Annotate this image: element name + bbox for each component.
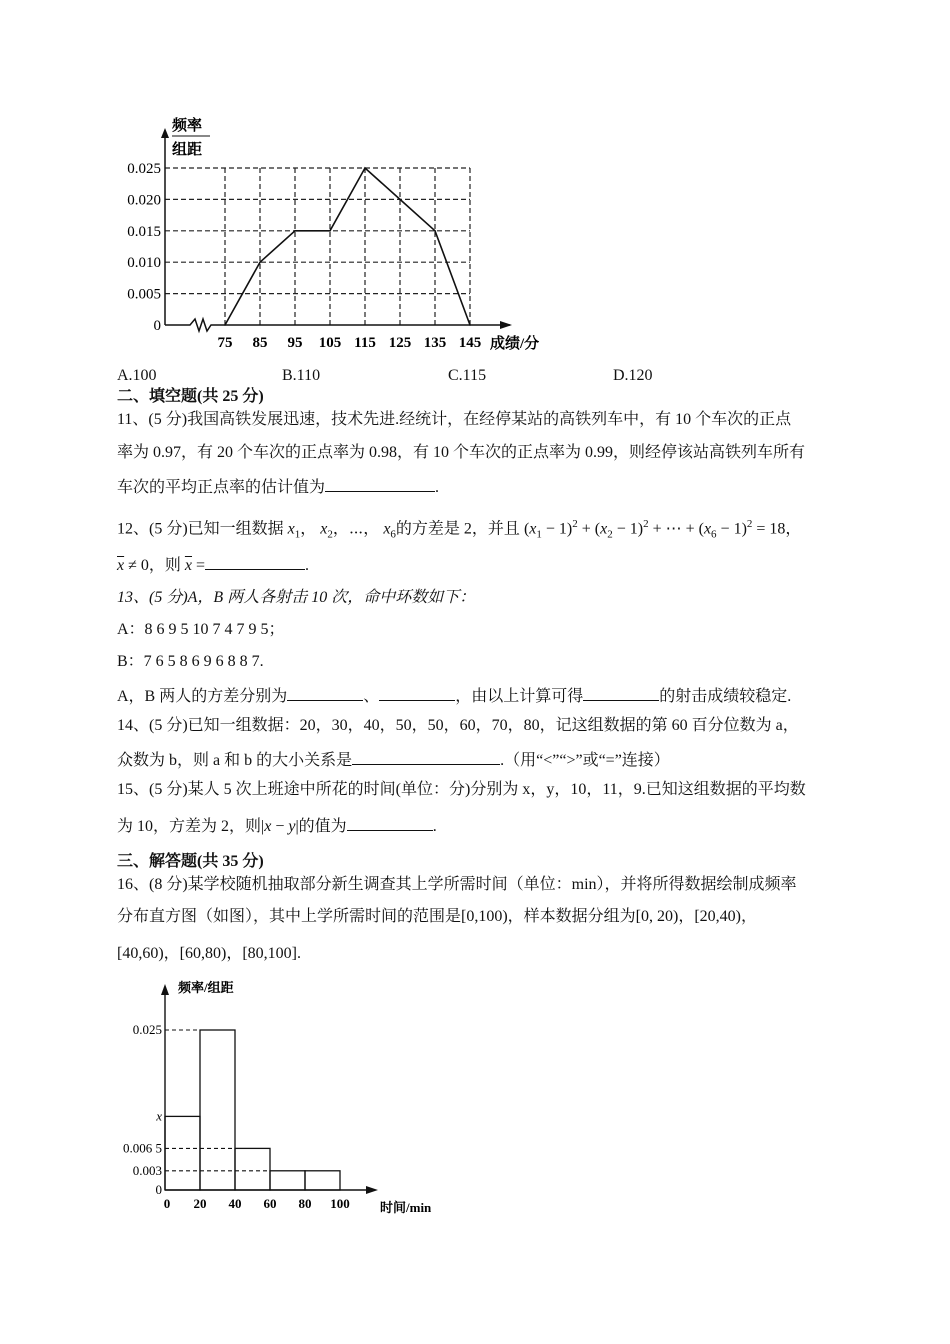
chart2-xtick-3: 60 bbox=[263, 1196, 277, 1211]
option-a[interactable]: A.100 bbox=[117, 367, 157, 384]
option-d[interactable]: D.120 bbox=[613, 367, 653, 384]
chart1-ylabel-bottom: 组距 bbox=[172, 142, 203, 158]
chart1-series-line bbox=[225, 168, 470, 325]
chart1-x-arrow bbox=[500, 321, 512, 329]
chart2-bar-4 bbox=[305, 1171, 340, 1190]
chart2-ytick-1: 0.003 bbox=[132, 1162, 162, 1178]
chart2-bar-0 bbox=[165, 1116, 200, 1190]
q13-line4: A，B 两人的方差分别为 、 ，由以上计算可得 的射击成绩较稳定. bbox=[117, 684, 791, 707]
chart1-axes bbox=[161, 128, 512, 331]
chart2-x-arrow bbox=[366, 1186, 378, 1194]
q13-data-a: A：8 6 9 5 10 7 4 7 9 5； bbox=[117, 621, 285, 638]
chart1-tick-labels bbox=[127, 161, 481, 351]
chart1-xtick-3: 105 bbox=[318, 335, 342, 351]
chart1-point-7 bbox=[469, 324, 471, 326]
chart1-ytick-1: 0.005 bbox=[127, 286, 161, 303]
q13-blank-b[interactable] bbox=[379, 684, 455, 701]
chart1-xtick-4: 115 bbox=[354, 335, 376, 351]
q13-data-b: B：7 6 5 8 6 9 6 8 8 7. bbox=[117, 653, 264, 670]
q14-line1: 14、(5 分)已知一组数据：20，30，40，50，50，60，70，80，记这组数据的第 60 百分位数为 a， bbox=[117, 717, 799, 734]
chart2-bar-1 bbox=[200, 1030, 235, 1190]
q14-line2: 众数为 b，则 a 和 b 的大小关系是 .（用“<”“>”或“=”连接） bbox=[117, 748, 670, 771]
chart1-point-2 bbox=[294, 230, 296, 232]
chart1-xtick-5: 125 bbox=[388, 335, 412, 351]
chart2-bar-2 bbox=[235, 1148, 270, 1190]
chart1-xtick-2: 95 bbox=[287, 335, 303, 351]
chart1-xtick-1: 85 bbox=[252, 335, 268, 351]
q15-line1: 15、(5 分)某人 5 次上班途中所花的时间(单位：分)分别为 x，y，10，11，9.已知这组数据的平均数 bbox=[117, 781, 806, 798]
option-b[interactable]: B.110 bbox=[282, 367, 321, 384]
chart1-ytick-5: 0.025 bbox=[127, 161, 161, 177]
q11-line2: 率为 0.97，有 20 个车次的正点率为 0.98，有 10 个车次的正点率为 0.99，则经停该站高铁列车所有 bbox=[117, 444, 806, 461]
q12-line2: $\overline{x} \ne 0$，则 $\overline{x}$ = . bbox=[117, 553, 309, 576]
q11-line3: 车次的平均正点率的估计值为 . bbox=[117, 475, 439, 498]
chart1-xtick-0: 75 bbox=[217, 335, 233, 351]
q16-line3: [40,60)，[60,80)，[80,100]. bbox=[117, 945, 301, 962]
chart1-point-5 bbox=[399, 199, 401, 201]
q12-line1: 12、(5 分)已知一组数据 $x_1$， $x_2$，⋯， $x_6$的方差是 2，并且 $(x_1 - 1)^2 + (x_2 - 1)^2$ + ⋯ + $(x_6 - 1)^2 = 18$， bbox=[117, 518, 802, 541]
section-fill-heading: 二、填空题(共 25 分) bbox=[117, 388, 264, 405]
chart2-xlabel: 时间/min bbox=[380, 1200, 432, 1215]
chart1-ytick-3: 0.015 bbox=[127, 223, 161, 240]
chart1-ytick-2: 0.010 bbox=[127, 255, 161, 272]
q16-line2: 分布直方图（如图），其中上学所需时间的范围是[0,100)，样本数据分组为[0, 20)，[20,40)， bbox=[117, 908, 757, 925]
q13-blank-a[interactable] bbox=[287, 684, 363, 701]
chart1-point-4 bbox=[364, 167, 366, 169]
chart2-tick-labels bbox=[123, 1022, 350, 1211]
q13-blank-c[interactable] bbox=[583, 684, 659, 701]
q14-answer-blank[interactable] bbox=[352, 748, 500, 765]
chart2-bar-3 bbox=[270, 1171, 305, 1190]
chart2-ytick-0: 0 bbox=[155, 1182, 162, 1197]
q15-answer-blank[interactable] bbox=[347, 814, 433, 831]
q12-answer-blank[interactable] bbox=[205, 553, 305, 570]
chart1-series bbox=[224, 167, 471, 326]
chart1-xtick-6: 135 bbox=[423, 335, 447, 351]
chart1-grid bbox=[165, 168, 470, 325]
chart1-x-axis bbox=[165, 319, 510, 331]
option-c[interactable]: C.115 bbox=[448, 367, 487, 384]
chart2-ytick-3: x bbox=[156, 1108, 162, 1124]
q11-line1: 11、(5 分)我国高铁发展迅速，技术先进.经统计，在经停某站的高铁列车中，有 10 个车次的正点 bbox=[117, 411, 792, 428]
chart2-ytick-4: 0.025 bbox=[132, 1022, 162, 1037]
chart2-xtick-0: 0 bbox=[163, 1196, 171, 1211]
q13-line1: 13、(5 分)A，B 两人各射击 10 次，命中环数如下： bbox=[117, 589, 476, 606]
chart2-bars bbox=[165, 1030, 340, 1190]
chart2-xtick-2: 40 bbox=[228, 1196, 242, 1211]
chart1-point-3 bbox=[329, 230, 331, 232]
chart1-point-0 bbox=[224, 324, 226, 326]
chart1-point-1 bbox=[259, 261, 261, 263]
chart2-ytick-2: 0.006 5 bbox=[123, 1140, 162, 1156]
chart1-ylabel-top: 频率 bbox=[172, 118, 203, 134]
chart1-ytick-4: 0.020 bbox=[127, 192, 161, 209]
q15-line2: 为 10，方差为 2，则|x − y|的值为 . bbox=[117, 814, 437, 837]
q16-line1: 16、(8 分)某学校随机抽取部分新生调查其上学所需时间（单位：min），并将所得数据绘制成频率 bbox=[117, 876, 797, 893]
chart1-y-arrow bbox=[161, 128, 169, 138]
chart1-ytick-0: 0 bbox=[153, 318, 161, 334]
chart1-xtick-7: 145 bbox=[458, 335, 482, 351]
frequency-histogram-chart bbox=[110, 975, 460, 1225]
chart1-xlabel: 成绩/分 bbox=[490, 336, 540, 352]
chart2-xtick-1: 20 bbox=[193, 1196, 207, 1211]
chart2-y-arrow bbox=[161, 984, 169, 995]
chart1-point-6 bbox=[434, 230, 436, 232]
chart2-ylabel: 频率/组距 bbox=[178, 980, 234, 995]
chart2-xtick-4: 80 bbox=[298, 1196, 312, 1211]
section-answer-heading: 三、解答题(共 35 分) bbox=[117, 853, 264, 870]
chart2-xtick-5: 100 bbox=[330, 1196, 350, 1211]
frequency-polygon-chart bbox=[110, 110, 570, 360]
chart2-guide-lines bbox=[165, 1030, 270, 1171]
q11-answer-blank[interactable] bbox=[325, 475, 435, 492]
